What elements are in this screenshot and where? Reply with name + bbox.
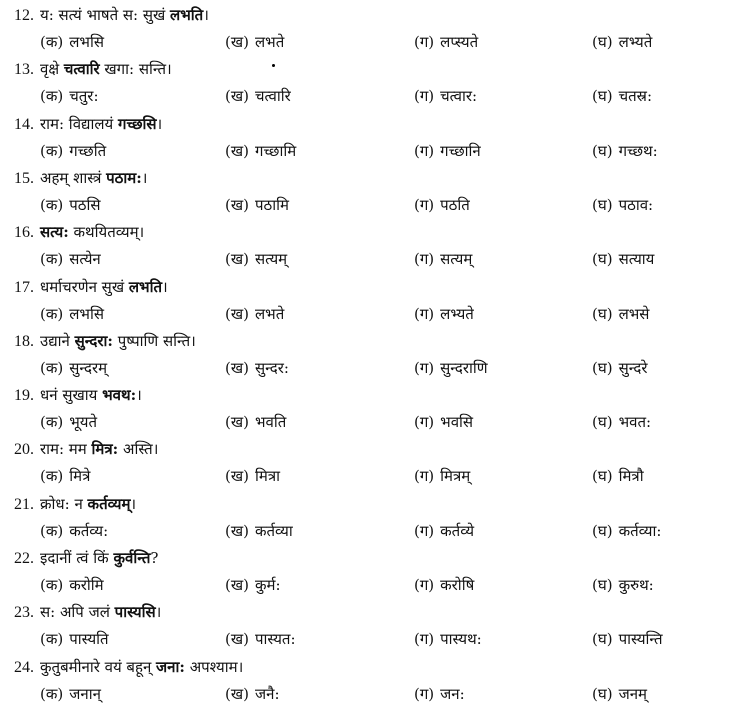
question-number: 23. [14,604,34,622]
option-text: पठति [440,195,470,214]
answer-option[interactable] [225,140,296,162]
question-text-post: कथयितव्यम्। [68,223,145,242]
option-text: सत्यम् [440,250,473,269]
answer-option[interactable] [592,303,649,325]
question-text-post: । [203,6,209,24]
question-line [14,221,144,243]
option-label: (घ) [592,33,613,51]
options-row [0,194,738,216]
option-text: भवत: [618,413,652,432]
option-text: जन: [440,684,465,703]
option-label: (ख) [225,684,249,703]
option-label: (ख) [225,358,249,377]
option-label: (ग) [414,630,435,649]
answer-option[interactable] [414,628,482,650]
question-text-post: अस्ति। [118,440,159,459]
answer-option[interactable] [414,574,474,596]
option-text: सुन्दरे [618,358,648,377]
answer-option[interactable] [40,140,106,162]
options-row [0,520,738,542]
options-row [0,411,738,433]
answer-option[interactable] [414,303,474,325]
question-highlighted-word: लभति [170,6,204,24]
option-label: (क) [40,33,64,51]
option-label: (ख) [225,467,249,486]
option-text: गच्छथ: [618,141,658,160]
question-highlighted-word: सत्य: [40,223,69,242]
question-line [14,167,147,189]
answer-option[interactable] [592,465,644,487]
answer-option[interactable] [40,85,99,107]
answer-option[interactable] [414,31,478,53]
question-text-pre: स: अपि जलं [40,603,115,622]
question-line [14,601,161,623]
option-text: चतुर: [69,87,99,106]
question-text-post: । [136,386,142,405]
option-label: (ग) [414,358,435,377]
question-number: 15. [14,169,34,187]
option-text: जनै: [254,684,280,703]
answer-option[interactable] [414,357,488,379]
answer-option[interactable] [225,520,293,542]
answer-option[interactable] [592,574,654,596]
answer-option[interactable] [592,628,663,650]
answer-option[interactable] [40,628,109,650]
option-text: भवसि [440,413,474,432]
option-text: करोमि [69,576,104,594]
option-text: पास्यथ: [440,630,482,649]
option-text: पास्यन्ति [618,630,663,649]
option-text: चतस्र: [618,87,652,106]
option-text: कुरुथ: [618,576,654,594]
question-number: 17. [14,278,34,296]
option-text: लप्स्यते [440,33,479,51]
option-label: (ग) [414,684,435,703]
question-text-pre: य: सत्यं भाषते स: सुखं [40,6,171,24]
question-highlighted-word: भवथ: [102,386,137,405]
option-text: पास्यति [69,630,109,649]
question-text-pre: अहम् शास्त्रं [40,168,107,187]
option-text: जनम् [618,684,648,703]
option-label: (ग) [414,250,435,269]
options-row [0,140,738,162]
option-text: चत्वार: [440,87,478,106]
question-text-pre: उद्याने [40,331,75,350]
answer-option[interactable] [40,248,101,270]
option-text: लभते [254,304,285,323]
question-highlighted-word: चत्वारि [63,60,100,79]
option-label: (घ) [592,630,613,649]
answer-option[interactable] [414,248,472,270]
option-text: सुन्दराणि [440,358,488,377]
option-label: (ख) [225,87,249,106]
question-highlighted-word: जना: [156,657,185,676]
question-line [14,438,158,460]
option-label: (घ) [592,576,613,594]
option-label: (क) [40,358,64,377]
question-text-pre: इदानीं त्वं किं [40,549,114,567]
question-text-pre: क्रोध: न [40,494,88,513]
question-highlighted-word: सुन्दरा: [74,331,113,350]
option-text: लभसे [618,304,650,323]
option-label: (ग) [414,521,435,540]
question-line [14,547,158,569]
option-label: (ख) [225,630,249,649]
option-label: (ग) [414,576,435,594]
question-line [14,113,162,135]
answer-option[interactable] [40,465,90,487]
answer-option[interactable] [40,194,101,216]
option-label: (क) [40,576,64,594]
answer-option[interactable] [40,520,108,542]
options-row [0,303,738,325]
option-text: सुन्दरम् [69,358,108,377]
question-highlighted-word: पास्यसि [114,603,156,622]
question-number: 16. [14,224,34,242]
option-label: (घ) [592,684,613,703]
option-label: (क) [40,684,64,703]
option-label: (घ) [592,413,613,432]
option-text: पठाव: [618,195,654,214]
question-line [14,4,209,26]
question-text-pre: धनं सुखाय [40,386,103,405]
answer-option[interactable] [40,31,104,53]
question-highlighted-word: लभति [128,277,163,296]
question-text-post: । [156,114,163,133]
answer-option[interactable] [414,683,465,705]
answer-option[interactable] [40,574,104,596]
option-label: (क) [40,250,64,269]
question-line [14,58,172,80]
option-text: मित्रे [69,467,91,486]
question-text-pre: राम: विद्यालयं [40,114,119,133]
option-text: सत्येन [69,250,101,269]
question-number: 24. [14,658,34,676]
answer-option[interactable] [414,520,474,542]
question-line [14,493,136,515]
option-label: (घ) [592,358,613,377]
question-text-post: । [162,277,168,296]
question-line [14,384,142,406]
answer-option[interactable] [414,411,473,433]
question-text-post: अपश्याम। [184,657,244,676]
answer-option[interactable] [592,248,654,270]
option-text: करोषि [440,576,475,594]
option-label: (क) [40,141,64,160]
options-row [0,628,738,650]
option-label: (ग) [414,141,435,160]
options-row [0,357,738,379]
answer-option[interactable] [225,411,286,433]
answer-option[interactable] [592,194,653,216]
stray-dot-mark [272,64,275,67]
option-text: कर्तव्ये [440,521,475,540]
option-label: (घ) [592,304,613,323]
option-text: गच्छामि [254,141,297,160]
option-label: (ख) [225,304,249,323]
option-text: पठामि [254,195,289,214]
option-label: (घ) [592,521,613,540]
answer-option[interactable] [225,31,284,53]
question-highlighted-word: कर्तव्यम् [87,494,131,513]
option-text: लभते [254,33,285,51]
option-text: पास्यत: [254,630,296,649]
options-row [0,465,738,487]
option-label: (क) [40,195,64,214]
options-row [0,248,738,270]
answer-option[interactable] [414,140,481,162]
answer-option[interactable] [225,465,280,487]
question-text-post: । [141,168,148,187]
answer-option[interactable] [225,357,289,379]
option-label: (ख) [225,250,249,269]
answer-option[interactable] [414,85,477,107]
answer-option[interactable] [592,140,658,162]
question-line [14,330,196,352]
answer-option[interactable] [225,683,280,705]
option-label: (ख) [225,33,249,51]
option-label: (ख) [225,521,249,540]
question-line [14,276,168,298]
question-number: 18. [14,332,34,350]
question-number: 20. [14,441,34,459]
option-label: (क) [40,304,64,323]
option-text: सुन्दर: [254,358,289,377]
question-highlighted-word: पठाम: [106,168,142,187]
question-text-post: । [130,494,137,513]
question-highlighted-word: कुर्वन्ति [113,549,151,567]
option-label: (ग) [414,33,435,51]
question-number: 14. [14,115,34,133]
answer-option[interactable] [225,248,287,270]
options-row [0,31,738,53]
option-text: जनान् [69,684,101,703]
question-highlighted-word: गच्छसि [118,114,157,133]
options-row [0,574,738,596]
option-text: लभसि [69,304,104,323]
option-label: (घ) [592,195,613,214]
option-text: लभ्यते [618,33,653,51]
answer-option[interactable] [225,194,289,216]
option-label: (घ) [592,467,613,486]
option-label: (क) [40,413,64,432]
option-label: (ख) [225,141,249,160]
question-text-pre: धर्माचरणेन सुखं [40,277,129,296]
answer-option[interactable] [592,85,652,107]
question-number: 19. [14,387,34,405]
option-text: सत्याय [618,250,655,269]
option-label: (क) [40,630,64,649]
option-label: (ग) [414,467,435,486]
answer-option[interactable] [592,357,647,379]
option-text: मित्रम् [440,467,471,486]
options-row [0,85,738,107]
option-text: गच्छानि [440,141,481,160]
option-text: गच्छति [69,141,107,160]
option-text: पठसि [69,195,101,214]
question-text-pre: राम: मम [40,440,92,459]
option-label: (ग) [414,304,435,323]
option-label: (क) [40,87,64,106]
option-text: कर्तव्या [254,521,293,540]
option-label: (ग) [414,87,435,106]
option-text: कर्तव्य: [69,521,109,540]
question-text-pre: कुतुबमीनारे वयं बहून् [40,657,157,676]
option-label: (घ) [592,87,613,106]
option-text: भवति [254,413,287,432]
question-number: 12. [14,7,34,24]
answer-option[interactable] [40,411,97,433]
option-label: (ग) [414,413,435,432]
option-text: लभ्यते [440,304,474,323]
question-text-post: ? [150,549,159,567]
option-text: कुर्म: [254,576,281,594]
answer-option[interactable] [414,465,470,487]
option-text: लभसि [69,33,104,51]
option-label: (घ) [592,141,613,160]
question-text-post: । [155,603,162,622]
option-label: (ख) [225,576,249,594]
answer-option[interactable] [225,574,281,596]
option-label: (क) [40,521,64,540]
answer-option[interactable] [592,31,652,53]
option-label: (क) [40,467,64,486]
option-text: भूयते [69,413,98,432]
option-text: कर्तव्या: [618,521,662,540]
question-line [14,656,243,678]
answer-option[interactable] [592,411,651,433]
answer-option[interactable] [40,683,101,705]
option-text: मित्रा [254,467,281,486]
answer-option[interactable] [40,357,107,379]
option-text: चत्वारि [254,87,291,106]
question-number: 22. [14,550,34,567]
option-label: (ग) [414,195,435,214]
question-text-post: खगा: सन्ति। [99,60,172,79]
options-row [0,683,738,705]
option-label: (घ) [592,250,613,269]
option-text: सत्यम् [254,250,288,269]
answer-option[interactable] [592,520,661,542]
question-highlighted-word: मित्र: [91,440,119,459]
option-label: (ख) [225,413,249,432]
option-text: मित्रौ [618,467,644,486]
question-text-post: पुष्पाणि सन्ति। [112,331,196,350]
option-label: (ख) [225,195,249,214]
question-text-pre: वृक्षे [40,60,64,79]
answer-option[interactable] [40,303,104,325]
answer-option[interactable] [592,683,647,705]
question-number: 13. [14,61,34,79]
question-number: 21. [14,495,34,513]
answer-option[interactable] [225,303,284,325]
answer-option[interactable] [225,85,291,107]
answer-option[interactable] [414,194,470,216]
answer-option[interactable] [225,628,296,650]
